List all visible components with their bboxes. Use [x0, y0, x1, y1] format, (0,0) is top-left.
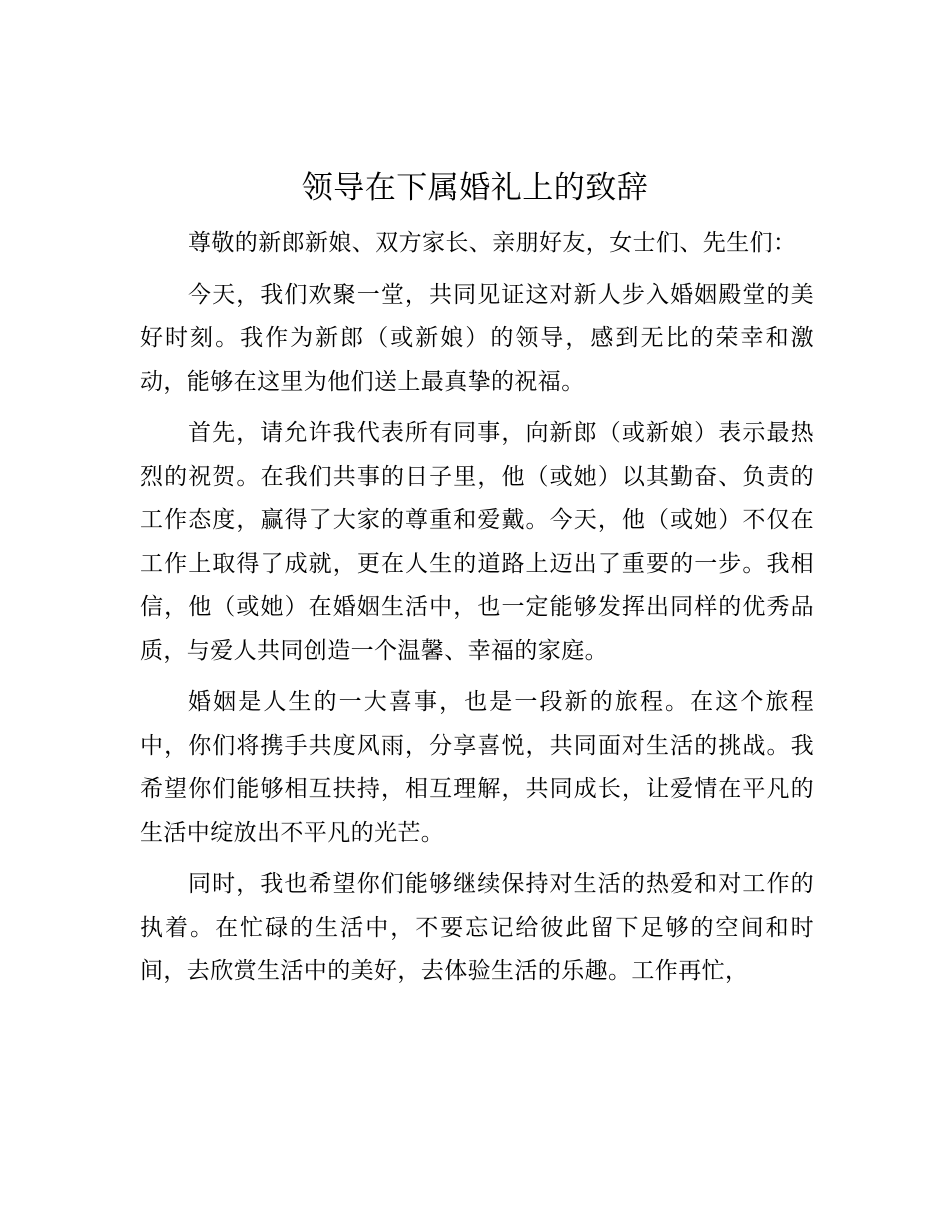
paragraph-3: 婚姻是人生的一大喜事，也是一段新的旅程。在这个旅程中，你们将携手共度风雨，分享喜悦，共同面对生活的挑战。我希望你们能够相互扶持，相互理解，共同成长，让爱情在平凡的生活中绽放出不平凡的光芒。 — [140, 689, 814, 846]
document-body — [140, 222, 814, 1002]
document-title: 领导在下属婚礼上的致辞 — [301, 170, 649, 206]
paragraph-4: 同时，我也希望你们能够继续保持对生活的热爱和对工作的执着。在忙碌的生活中，不要忘记给彼此留下足够的空间和时间，去欣赏生活中的美好，去体验生活的乐趣。工作再忙， — [140, 871, 814, 984]
paragraph-1: 今天，我们欢聚一堂，共同见证这对新人步入婚姻殿堂的美好时刻。我作为新郎（或新娘）的领导，感到无比的荣幸和激动，能够在这里为他们送上最真挚的祝福。 — [140, 281, 814, 395]
paragraph-greeting: 尊敬的新郎新娘、双方家长、亲朋好友，女士们、先生们： — [188, 230, 797, 256]
paragraph-2: 首先，请允许我代表所有同事，向新郎（或新娘）表示最热烈的祝贺。在我们共事的日子里，他（或她）以其勤奋、负责的工作态度，赢得了大家的尊重和爱戴。今天，他（或她）不仅在工作上取得了成就，更在人生的道路上迈出了重要的一步。我相信，他（或她）在婚姻生活中，也一定能够发挥出同样的优秀品质，与爱人共同创造一个温馨、幸福的家庭。 — [140, 420, 814, 664]
